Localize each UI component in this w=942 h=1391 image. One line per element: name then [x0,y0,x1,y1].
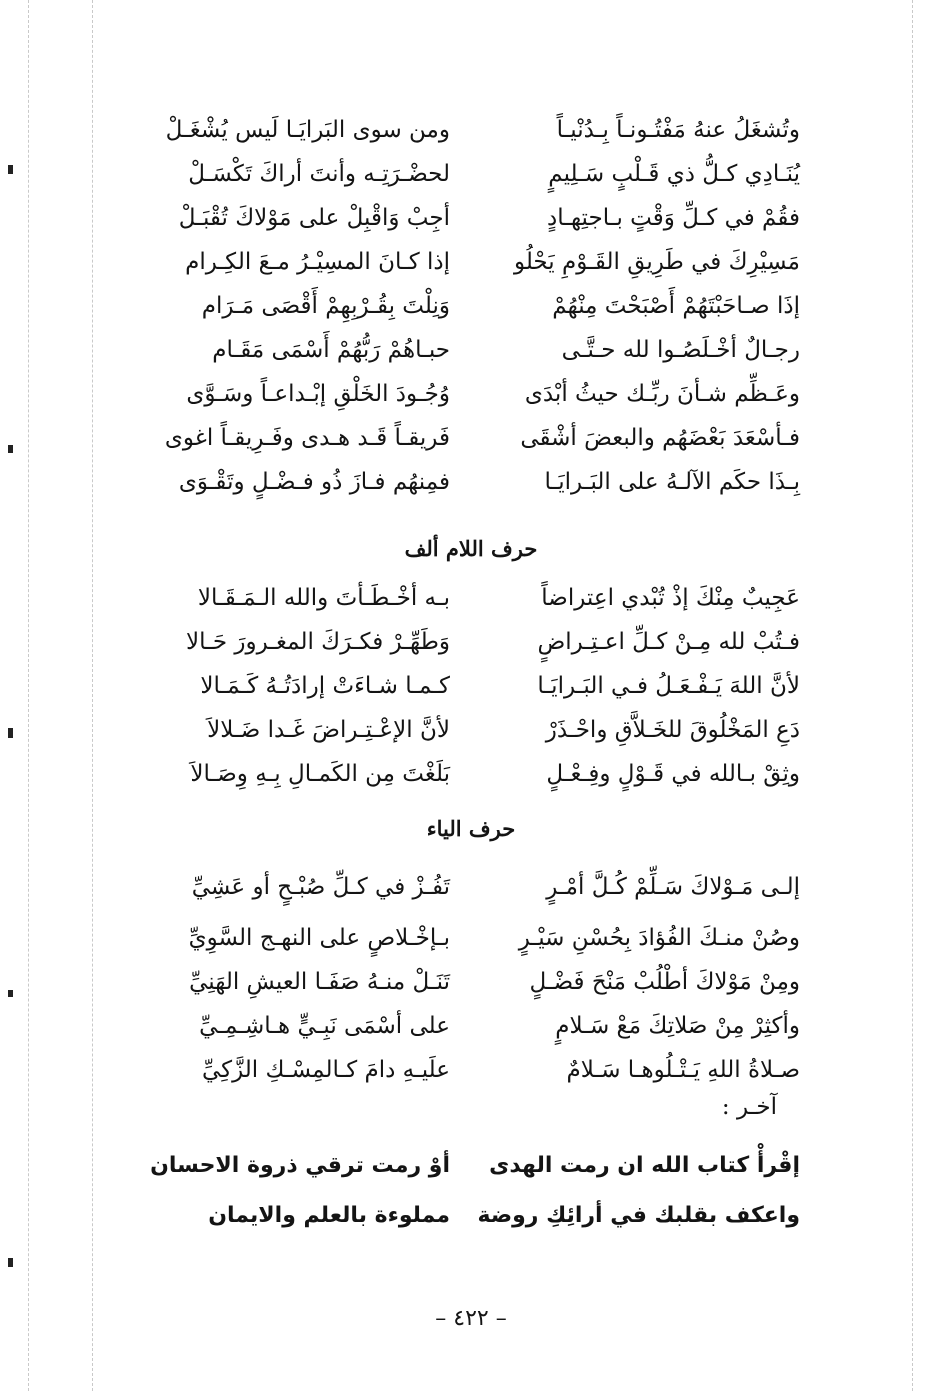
verse-first-hemistich: يُنَـادِي كـلُّ ذي قَـلْبٍ سَـلِيمٍ [548,161,800,187]
verse-second-hemistich: وَطَهِّـرْ فكـرَكَ المغـرورَ حَـالا [186,629,450,655]
verse-second-hemistich: فَريقـاً قَـد هـدى وفَـرِيقـاً اغوى [164,425,450,451]
verse-line [120,960,800,1004]
verse-line [120,752,800,796]
verse-second-hemistich: تَنَـلْ منـهُ صَفَـا العيشِ الهَنِيِّ [189,969,450,995]
verse-first-hemistich: وعَـظِّم شـأنَ ربِّـك حيثُ أبْدَى [524,381,800,407]
poem-section-2 [120,576,800,796]
verse-line [120,916,800,960]
verse-line [120,1048,800,1092]
page-edge-line [912,0,913,1391]
verse-first-hemistich: فـتُبْ لله مِـنْ كـلِّ اعـتِـراضٍ [537,629,800,655]
another-poem-label: آخـر : [721,1094,777,1120]
scan-mark [8,445,13,453]
verse-first-hemistich: فـأسْعَدَ بَعْضَهُم والبعضَ أشْقَى [520,425,800,451]
poem-section-4 [120,1140,800,1240]
verse-second-hemistich: لحضْـرَتِـه وأنتَ أراكَ تَكْسَـلْ [188,161,450,187]
verse-second-hemistich: وَنِلْتَ بِقُـرْبِهِمْ أَقْصَى مَـرَام [201,293,450,319]
verse-line [120,328,800,372]
verse-line [120,620,800,664]
verse-line [120,196,800,240]
page-number: – ٤٢٢ – [435,1306,507,1331]
verse-first-hemistich: بِـذَا حكَم الآلـهُ على البَـرايَـا [544,469,800,495]
verse-second-hemistich: مملوءة بالعلم والايمان [208,1202,450,1228]
verse-first-hemistich: دَعِ المَخْلُوقَ للخَـلاَّقِ واحْـذَرْ [545,717,800,743]
verse-second-hemistich: على أسْمَى نَبِـيٍّ هـاشِـمِـيِّ [199,1013,450,1039]
verse-first-hemistich: وتُشغَلُ عنهُ مَفْتُـونـاً بِـدُنْيـاً [556,117,800,143]
verse-first-hemistich: إذَا صـاحَبْتَهُمْ أَصْبَحْتَ مِنْهُمْ [552,293,800,319]
verse-second-hemistich: إذا كـانَ المسِيْـرُ مـعَ الكِـرام [185,249,450,275]
verse-second-hemistich: أوْ رمت ترقي ذروة الاحسان [150,1152,450,1178]
scan-mark [8,165,13,174]
verse-first-hemistich: إقْرأْ كتاب الله ان رمت الهدى [489,1152,800,1178]
verse-line [120,664,800,708]
verse-line [120,240,800,284]
verse-line [120,1190,800,1240]
poem-section-1 [120,108,800,504]
verse-second-hemistich: وُجُـودَ الخَلْقِ إبْـداعـاً وسَـوَّى [186,381,450,407]
verse-first-hemistich: فقُمْ في كـلِّ وَقْتٍ بـاجتِهـادٍ [546,205,800,231]
verse-line [120,416,800,460]
verse-second-hemistich: بـإخْـلاصٍ على النهـج السَّوِيِّ [188,925,450,951]
section-heading: حرف اللام ألف [404,536,538,561]
verse-first-hemistich: واعكف بقلبك في أرائِكِ روضة [477,1202,800,1228]
verse-line [120,284,800,328]
verse-first-hemistich: إلـى مَـوْلاكَ سَـلِّمْ كُـلَّ أمْـرٍ [546,874,800,900]
verse-first-hemistich: وصُنْ منـكَ الفُؤادَ بِحُسْنِ سَيْـرٍ [518,925,800,951]
verse-second-hemistich: ومن سوى البَرايَـا لَيس يُشْغَـلْ [165,117,450,143]
verse-line [120,372,800,416]
verse-second-hemistich: كـمـا شـاءَتْ إرادَتُـهُ كَـمَـالا [200,673,450,699]
verse-line [120,1004,800,1048]
verse-first-hemistich: صـلاةُ اللهِ يَـتْـلُوهـا سَـلامٌ [566,1057,800,1083]
verse-second-hemistich: أجِبْ وَاقْبِلْ على مَوْلاكَ تُقْبَـلْ [178,205,450,231]
scan-mark [8,1258,13,1267]
verse-line [120,460,800,504]
verse-line [120,108,800,152]
verse-line [120,708,800,752]
verse-line [120,576,800,620]
page-edge-line [92,0,93,1391]
verse-first-hemistich: عَجِيبٌ مِنْكَ إذْ تُبْدي اعِتراضاً [541,585,800,611]
verse-line [120,152,800,196]
page-edge-line [28,0,29,1391]
verse-second-hemistich: علَيـهِ دامَ كـالمِسْـكِ الزَّكِيِّ [201,1057,450,1083]
verse-first-hemistich: وأكثِرْ مِنْ صَلاتِكَ مَعْ سَـلامٍ [555,1013,800,1039]
scan-mark [8,990,13,997]
verse-first-hemistich: وثِقْ بـالله في قَـوْلٍ وفِـعْـلٍ [546,761,800,787]
verse-first-hemistich: رجـالٌ أخْـلَصُـوا لله حـتَّـى [561,337,800,363]
verse-line [120,858,800,916]
poem-section-3 [120,858,800,1092]
verse-line [120,1140,800,1190]
verse-second-hemistich: حبـاهُمْ رَبُّهُمْ أَسْمَى مَقَـام [212,337,450,363]
verse-first-hemistich: ومِنْ مَوْلاكَ أطْلُبْ مَنْحَ فَضْـلٍ [529,969,800,995]
verse-second-hemistich: بَلَغْتَ مِن الكَمـالِ بِـهِ وِصَـالاَ [190,761,450,787]
verse-first-hemistich: مَسِيْرِكَ في طَرِيقِ القَـوْمِ يَحْلُو [513,249,800,275]
verse-first-hemistich: لأنَّ اللهَ يَـفْـعَـلُ فـي البَـرايَـا [537,673,800,699]
verse-second-hemistich: لأنَّ الإعْـتِـراضَ غَـدا ضَـلالاَ [207,717,450,743]
scan-mark [8,728,13,738]
section-heading: حرف الياء [426,816,516,841]
verse-second-hemistich: فمِنهُم فـازَ ذُو فـضْـلٍ وتَقْـوَى [178,469,450,495]
verse-second-hemistich: تَفُـزْ في كـلِّ صُبْـحٍ أو عَشِيِّ [191,874,450,900]
verse-second-hemistich: بـه أخْـطَـأتَ والله الـمَـقَـالا [197,585,450,611]
